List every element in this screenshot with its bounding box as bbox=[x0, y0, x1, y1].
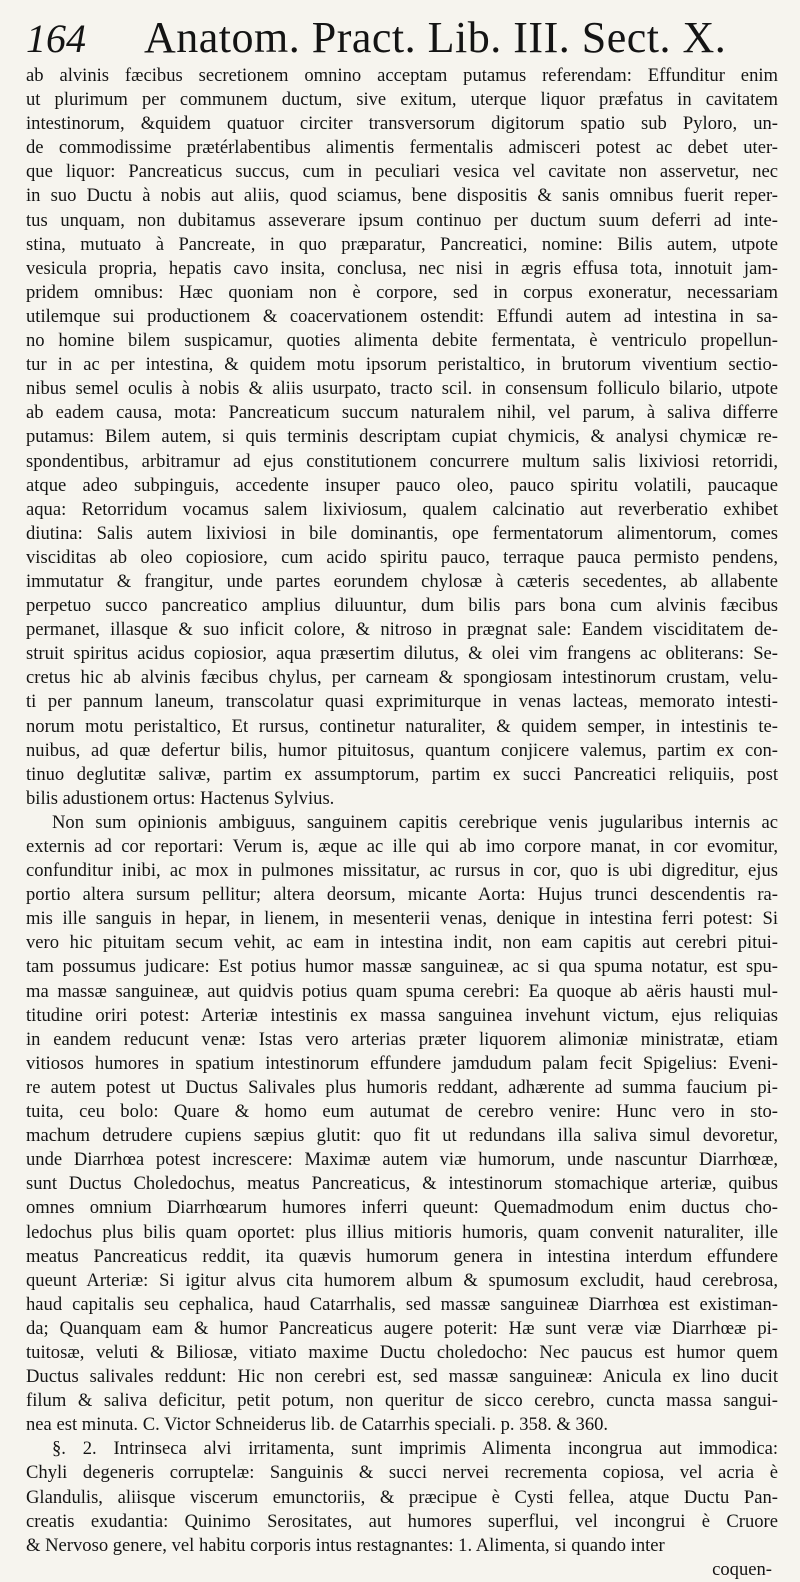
text-line: tur in ac per intestina, & quidem motu ipsorum peristaltico, in brutorum viventium sectio- bbox=[26, 354, 778, 376]
text-line: nea est minuta. C. Victor Schneiderus lib. de Catarrhis speciali. p. 358. & 360. bbox=[26, 1414, 609, 1436]
text-line: cretus hic ab alvinis fæcibus chylus, per carneam & spongiosam intestinorum crustam, velu- bbox=[26, 667, 778, 689]
text-line: diutina: Salis autem lixiviosi in bile dominantis, ope fermentatorum alimentorum, comes bbox=[26, 522, 778, 544]
running-head: Anatom. Pract. Lib. III. Sect. X. bbox=[144, 13, 727, 62]
text-line: creatis exudantia: Quinimo Serositates, aut humores superflui, vel incongrui è Cruore bbox=[26, 1510, 778, 1532]
text-line: unde Diarrhœa potest increscere: Maximæ autem viæ humorum, unde nascuntur Diarrhœæ, bbox=[26, 1149, 778, 1171]
text-line: atque adeo subpinguis, accedente insuper pauco oleo, pauco spiritu volatili, paucaque bbox=[26, 474, 778, 496]
text-line: & Nervoso genere, vel habitu corporis intus restagnantes: 1. Alimenta, si quando inter bbox=[26, 1534, 665, 1556]
text-line: no homine bilem suspicamur, quoties alimenta debite fermentata, è ventriculo propellun- bbox=[26, 330, 778, 352]
text-line: aqua: Retorridum vocamus salem lixiviosum, qualem calcinatio aut reverberatio exhibet bbox=[26, 498, 778, 520]
text-line: Glandulis, aliisque viscerum emunctoriis, & præcipue è Cysti fellea, atque Ductu Pan- bbox=[26, 1486, 778, 1508]
text-line: Chyli degeneris corruptelæ: Sanguinis & succi nervei recrementa copiosa, vel acria è bbox=[26, 1462, 778, 1484]
text-line: confunditur inibi, ac mox in pulmones missitatur, ac rursus in cor, quo is ubi digreditur, ejus bbox=[26, 860, 778, 882]
text-line: perpetuo succo pancreatico amplius diluuntur, dum bilis pars bona cum alvinis fæcibus bbox=[26, 595, 778, 617]
text-line: ut plurimum per communem ductum, sive exitum, uterque liquor præfatus in cavitatem bbox=[26, 89, 778, 111]
text-line: §. 2. Intrinseca alvi irritamenta, sunt imprimis Alimenta incongrua aut immodica: bbox=[52, 1438, 778, 1460]
text-line: portio altera sursum pellitur; altera deorsum, micante Aorta: Hujus trunci descendentis ra- bbox=[26, 884, 778, 906]
text-line: re autem potest ut Ductus Salivales plus humoris reddant, adhærente ad summa faucium pi- bbox=[26, 1076, 778, 1098]
text-line: tuitosæ, veluti & Biliosæ, vitiato maxime Ductu choledocho: Nec paucus est humor quem bbox=[26, 1341, 778, 1363]
text-line: vero hic pituitam secum vehit, ac eam in intestina indit, non eam capitis aut cerebri pitui- bbox=[26, 932, 778, 954]
text-line: meatus Pancreaticus reddit, ita quævis humorum genera in intestina interdum effundere bbox=[26, 1245, 778, 1267]
text-line: Ductus salivales reddunt: Hic non cerebri est, sed massæ sanguineæ: Anicula ex lino ducit bbox=[26, 1366, 778, 1388]
text-line: mis ille sanguis in hepar, in lienem, in mesenterii venas, denique in intestina ferri potest: Si bbox=[26, 908, 778, 930]
text-line: nibus semel oculis à nobis & aliis usurpato, tracto scil. in consensum folliculo bilario, utpote bbox=[26, 378, 778, 400]
text-line: visciditas ab oleo copiosiore, cum acido spiritu pauco, terraque pauca permisto pendens, bbox=[26, 546, 778, 568]
paragraph bbox=[26, 811, 778, 1437]
text-line: externis ad cor reportari: Verum is, æque ac ille qui ab imo corpore manat, in cor evomitur, bbox=[26, 836, 778, 857]
text-line: spondentibus, arbitramur ad ejus constitutionem concurrere multum salis lixiviosi retorridi, bbox=[26, 450, 778, 472]
text-line: filum & saliva deficitur, petit potum, non queritur de sicco cerebro, cuncta massa sangui- bbox=[26, 1390, 778, 1412]
text-line: da; Quanquam eam & humor Pancreaticus augere poterit: Hæ sunt veræ viæ Diarrhœæ pi- bbox=[26, 1317, 778, 1339]
text-line: ab alvinis fæcibus secretionem omnino acceptam putamus referendam: Effunditur enim bbox=[26, 65, 778, 86]
text-line: in suo Ductu à nobis aut aliis, quod sciamus, bene dispositis & sanis omnibus fuerit reper- bbox=[26, 185, 778, 207]
text-line: machum detrudere cupiens sæpius glutit: quo fit ut redundans illa saliva simul devoretur, bbox=[26, 1125, 778, 1147]
text-line: de commodissime prætérlabentibus alimentis fermentalis admisceri potest ac debet uter- bbox=[26, 137, 778, 159]
body-text bbox=[26, 64, 778, 1558]
text-line: ti per pannum laneum, transcolatur quasi exprimiturque in venas lacteas, memorato intesti- bbox=[26, 691, 778, 713]
page-number: 164 bbox=[26, 16, 86, 61]
text-line: queunt Arteriæ: Si igitur alvus cita humorem album & spumosum excludit, haud cerebrosa, bbox=[26, 1269, 778, 1291]
text-line: vesicula propria, hepatis cavo insita, conclusa, nec nisi in ægris effusa tota, innotuit jam- bbox=[26, 257, 778, 279]
text-line: struit spiritus acidus copiosior, aqua præsertim dilutus, & olei vim frangens ac obliterans: Se- bbox=[26, 643, 778, 665]
page-header bbox=[26, 12, 778, 64]
catchword: coquen- bbox=[712, 1558, 772, 1580]
text-line: tuita, ceu bolo: Quare & homo eum autumat de cerebro venire: Hunc vero in sto- bbox=[26, 1101, 778, 1123]
paragraph bbox=[26, 1437, 778, 1557]
text-line: omnes omnium Diarrhœarum humores inferri queunt: Quemadmodum enim ductus cho- bbox=[26, 1197, 778, 1219]
text-line: tam possumus judicare: Est potius humor massæ sanguineæ, ac si qua spuma notatur, est spu- bbox=[26, 956, 778, 978]
text-line: que liquor: Pancreaticus succus, cum in peculiari vesica vel cavitate non asservetur, nec bbox=[26, 161, 778, 183]
text-line: vitiosos humores in spatium intestinorum effundere jamdudum palam fecit Spigelius: Eveni- bbox=[26, 1052, 778, 1074]
text-line: haud capitalis seu cephalica, haud Catarrhalis, sed massæ sanguineæ Diarrhœa est existiman- bbox=[26, 1293, 778, 1315]
text-line: putamus: Bilem autem, si quis terminis descriptam cupiat chymicis, & analysi chymicæ re- bbox=[26, 426, 778, 448]
text-line: titudine oriri potest: Arteriæ intestinis ex massa sanguinea invehunt victum, ejus reliquias bbox=[26, 1004, 778, 1026]
text-line: tinuo deglutitæ salivæ, partim ex assumptorum, partim ex succi Pancreatici reliquiis, post bbox=[26, 763, 778, 785]
text-line: tus unquam, non dubitamus asseverare ipsum continuo per ductum suum deferri ad inte- bbox=[26, 209, 778, 231]
text-line: immutatur & frangitur, unde partes eorundem chylosæ à cæteris secedentes, ab allabente bbox=[26, 570, 778, 592]
text-line: pridem omnibus: Hæc quoniam non è corpore, sed in corpus exoneratur, necessariam bbox=[26, 281, 778, 303]
text-line: bilis adustionem ortus: Hactenus Sylvius. bbox=[26, 787, 335, 809]
text-line: sunt Ductus Choledochus, meatus Pancreaticus, & intestinorum stomachique arteriæ, quibus bbox=[26, 1173, 778, 1195]
text-line: ma massæ sanguineæ, aut quidvis potius quam spuma cerebri: Ea quoque ab aëris hausti mul- bbox=[26, 980, 778, 1002]
text-line: nuibus, ad quæ defertur bilis, humor pituitosus, quantum conjicere valemus, partim ex con- bbox=[26, 739, 778, 761]
text-line: utilemque sui productionem & coacervationem ostendit: Effundi autem ad intestina in sa- bbox=[26, 305, 778, 327]
text-line: ledochus plus bilis quam oportet: plus illius mitioris humoris, quam convenit naturaliter, ille bbox=[26, 1221, 778, 1243]
text-line: ab eadem causa, mota: Pancreaticum succum naturalem nihil, vel parum, à saliva differre bbox=[26, 402, 778, 424]
text-line: in eandem reducunt venæ: Istas vero arterias præter liquorem alimoniæ ministratæ, etiam bbox=[26, 1028, 778, 1050]
text-line: norum motu peristaltico, Et rursus, continetur naturaliter, & quidem semper, in intestinis te- bbox=[26, 715, 778, 737]
paragraph bbox=[26, 64, 778, 811]
text-line: stina, mutuato à Pancreate, in quo præparatur, Pancreatici, nomine: Bilis autem, utpote bbox=[26, 233, 778, 255]
text-line: intestinorum, &quidem quatuor circiter transversorum digitorum spatio sub Pyloro, un- bbox=[26, 113, 778, 135]
text-line: permanet, illasque & suo inficit colore, & nitroso in prægnat sale: Eandem visciditatem de- bbox=[26, 619, 778, 641]
text-line: Non sum opinionis ambiguus, sanguinem capitis cerebrique venis jugularibus internis ac bbox=[52, 811, 778, 833]
